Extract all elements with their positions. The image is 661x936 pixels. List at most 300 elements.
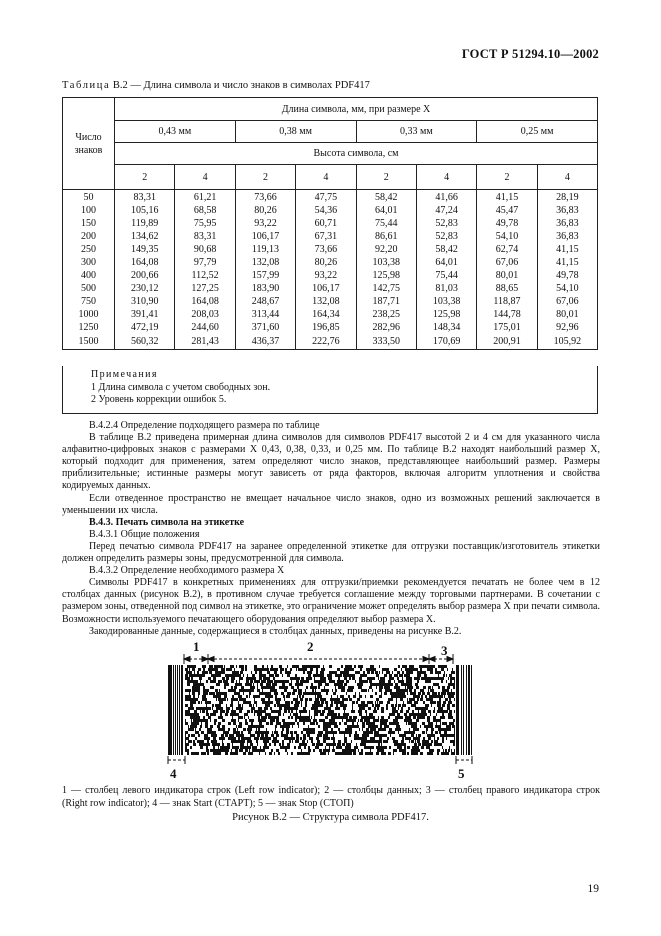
barcode-module [301,749,302,752]
barcode-module [223,680,224,683]
barcode-module [187,710,190,713]
barcode-module [267,683,270,686]
barcode-module [190,746,192,749]
barcode-module [244,746,247,749]
barcode-module [334,716,336,719]
barcode-module [440,719,441,722]
length-cell: 49,78 [537,270,597,283]
barcode-module [352,710,355,713]
barcode-module [370,728,372,731]
barcode-module [368,707,370,710]
barcode-module [359,713,362,716]
barcode-module [269,680,270,683]
barcode-module [325,683,327,686]
barcode-module [271,710,274,713]
barcode-module [456,665,459,755]
paragraph: В.4.2.4 Определение подходящего размера по таблице [89,420,320,431]
barcode-module [343,716,344,719]
barcode-module [260,731,262,734]
barcode-module [219,689,220,692]
barcode-module [340,674,342,677]
barcode-module [210,680,213,683]
barcode-module [218,698,221,701]
barcode-module [271,680,273,683]
barcode-module [328,713,331,716]
barcode-module [275,698,278,701]
barcode-module [380,719,383,722]
barcode-module [320,677,323,680]
barcode-module [384,725,387,728]
barcode-module [206,749,209,752]
barcode-module [190,713,193,716]
barcode-module [276,734,279,737]
barcode-module [450,716,453,719]
barcode-module [318,701,320,704]
barcode-module [337,725,338,728]
barcode-module [330,704,331,707]
barcode-module [192,674,193,677]
barcode-module [403,692,405,695]
barcode-module [191,698,192,701]
barcode-module [373,740,376,743]
barcode-module [413,749,415,752]
barcode-module [179,665,180,755]
barcode-module [259,752,260,755]
barcode-module [409,665,410,668]
barcode-module [370,677,373,680]
barcode-module [284,737,285,740]
barcode-module [210,728,212,731]
barcode-module [372,683,374,686]
barcode-module [333,746,334,749]
barcode-module [338,707,340,710]
barcode-module [325,728,328,731]
barcode-module [250,734,253,737]
barcode-module [228,689,230,692]
barcode-module [338,713,340,716]
table-row [63,204,598,217]
barcode-module [262,698,264,701]
barcode-module [367,731,368,734]
barcode-module [445,689,446,692]
barcode-module [412,713,414,716]
barcode-module [362,689,363,692]
barcode-module [305,704,307,707]
barcode-module [337,743,339,746]
barcode-module [393,752,394,755]
barcode-module [306,677,309,680]
barcode-module [451,752,454,755]
barcode-module [436,683,439,686]
barcode-module [443,734,446,737]
barcode-module [432,692,434,695]
barcode-module [447,668,448,671]
barcode-module [314,707,317,710]
barcode-module [389,677,391,680]
barcode-module [428,734,431,737]
barcode-module [311,683,313,686]
barcode-module [321,734,322,737]
barcode-module [319,683,321,686]
barcode-module [362,743,364,746]
barcode-module [353,719,354,722]
barcode-module [269,686,272,689]
arrow-head [208,657,214,662]
barcode-module [272,689,274,692]
barcode-module [248,701,251,704]
barcode-module [441,728,443,731]
barcode-module [302,740,303,743]
char-count-cell: 150 [63,217,115,230]
barcode-module [380,689,382,692]
length-cell: 41,15 [477,190,537,205]
barcode-module [226,704,227,707]
barcode-module [198,701,200,704]
barcode-module [242,665,244,668]
barcode-module [403,683,406,686]
barcode-module [337,695,338,698]
barcode-module [248,677,249,680]
barcode-module [411,731,413,734]
length-cell: 106,17 [235,230,295,243]
barcode-module [299,692,302,695]
barcode-module [210,749,212,752]
length-cell: 41,66 [416,190,476,205]
barcode-module [210,731,211,734]
height-value: 4 [537,165,597,190]
length-cell: 64,01 [416,256,476,269]
length-cell: 47,24 [416,204,476,217]
barcode-module [329,719,330,722]
barcode-module [243,701,245,704]
barcode-module [191,728,194,731]
barcode-module [224,749,226,752]
barcode-module [451,683,452,686]
barcode-module [454,728,455,731]
label-1: 1 [193,639,200,654]
barcode-module [290,713,291,716]
barcode-module [430,713,431,716]
barcode-module [337,668,340,671]
barcode-module [398,731,399,734]
barcode-module [415,749,418,752]
barcode-module [391,728,392,731]
barcode-module [387,725,389,728]
barcode-module [240,716,243,719]
barcode-module [295,719,297,722]
barcode-module [297,695,298,698]
barcode-module [420,692,421,695]
barcode-module [222,668,225,671]
barcode-module [239,749,240,752]
barcode-module [295,707,298,710]
barcode-module [262,731,265,734]
barcode-module [210,725,213,728]
barcode-module [281,692,284,695]
barcode-module [234,737,236,740]
barcode-module [194,674,196,677]
barcode-module [274,683,277,686]
barcode-module [368,668,370,671]
barcode-module [223,731,225,734]
barcode-module [242,734,244,737]
barcode-module [326,734,328,737]
barcode-module [266,728,267,731]
barcode-module [245,683,247,686]
barcode-module [204,734,207,737]
barcode-module [396,695,398,698]
barcode-module [252,707,254,710]
barcode-module [235,722,236,725]
barcode-module [361,701,362,704]
barcode-module [276,701,277,704]
barcode-module [215,752,217,755]
barcode-module [255,749,257,752]
barcode-module [365,737,366,740]
barcode-module [405,716,407,719]
barcode-module [196,689,198,692]
barcode-module [304,746,306,749]
length-cell: 68,58 [175,204,235,217]
barcode-module [213,749,215,752]
barcode-module [421,665,424,668]
barcode-module [326,692,328,695]
barcode-module [439,743,442,746]
barcode-module [446,734,447,737]
barcode-module [209,671,212,674]
barcode-module [238,725,241,728]
barcode-module [227,743,230,746]
barcode-module [317,701,318,704]
barcode-module [286,731,287,734]
barcode-module [382,677,385,680]
barcode-module [264,716,267,719]
barcode-module [370,701,373,704]
barcode-module [404,713,406,716]
length-cell: 97,79 [175,256,235,269]
barcode-module [217,689,218,692]
barcode-module [206,713,209,716]
barcode-module [199,683,200,686]
length-cell: 119,89 [115,217,175,230]
barcode-module [295,746,296,749]
barcode-module [278,722,281,725]
barcode-module [471,665,472,755]
barcode-module [250,683,252,686]
barcode-module [327,713,328,716]
barcode-module [242,671,243,674]
barcode-module [288,704,290,707]
barcode-module [282,746,285,749]
height-value: 2 [356,165,416,190]
barcode-module [233,731,236,734]
barcode-module [307,734,310,737]
table-body [63,190,598,350]
barcode-module [389,680,391,683]
arrow-head [429,657,435,662]
barcode-module [343,686,345,689]
barcode-module [386,668,388,671]
height-value: 2 [115,165,175,190]
barcode-module [370,683,372,686]
barcode-module [401,743,402,746]
barcode-module [428,737,431,740]
barcode-module [391,674,392,677]
barcode-module [320,698,323,701]
barcode-module [316,743,319,746]
barcode-module [451,701,452,704]
barcode-module [449,674,450,677]
barcode-module [424,677,426,680]
barcode-module [450,722,451,725]
barcode-module [447,707,450,710]
barcode-module [286,737,289,740]
barcode-module [377,749,379,752]
barcode-module [290,731,291,734]
barcode-module [185,722,188,725]
barcode-module [393,704,394,707]
barcode-module [220,695,221,698]
barcode-module [295,674,297,677]
barcode-module [444,665,447,668]
length-cell: 148,34 [416,322,476,335]
barcode-module [267,665,268,668]
barcode-module [219,671,220,674]
barcode-module [448,713,450,716]
barcode-module [317,707,318,710]
barcode-module [417,680,419,683]
barcode-module [335,686,336,689]
barcode-module [388,731,389,734]
barcode-module [298,725,299,728]
barcode-module [251,752,253,755]
barcode-module [201,740,204,743]
barcode-module [443,728,446,731]
height-value: 4 [175,165,235,190]
barcode-module [433,716,436,719]
barcode-module [332,689,333,692]
paragraph: В таблице В.2 приведена примерная длина символов для символов PDF417 высотой 2 и 4 см для указанного числа алфавитно-цифровых знаков с размерами X 0,43, 0,38, 0,33, и 0,25 мм. По таблице В.2 находят наибольший размер X, который подходит для применения, затем определяют число знаков, представляющее наибольший размер. Размеры приблизительные; истинные размеры могут зависеть от ряда факторов, включая алгоритм уплотнения и свойства кодируемых данных. [62,432,600,492]
barcode-module [201,752,204,755]
barcode-module [210,692,213,695]
barcode-module [199,719,202,722]
barcode-module [398,680,399,683]
barcode-module [442,677,444,680]
barcode-module [259,692,262,695]
barcode-module [233,680,234,683]
barcode-module [347,728,350,731]
barcode-module [381,752,383,755]
barcode-module [253,695,255,698]
barcode-module [376,686,377,689]
barcode-module [430,701,431,704]
barcode-module [363,707,365,710]
barcode-module [296,680,299,683]
barcode-module [202,674,203,677]
barcode-module [454,737,455,740]
barcode-module [354,665,356,668]
barcode-module [258,689,260,692]
barcode-module [269,713,271,716]
barcode-module [258,725,259,728]
barcode-module [360,683,363,686]
barcode-module [279,707,281,710]
barcode-module [297,686,299,689]
barcode-module [239,716,240,719]
barcode-module [415,701,418,704]
barcode-module [437,719,439,722]
barcode-module [217,752,220,755]
barcode-module [280,680,282,683]
barcode-module [212,704,214,707]
barcode-module [318,704,320,707]
barcode-module [407,716,410,719]
barcode-module [322,719,323,722]
barcode-module [210,713,213,716]
barcode-module [221,698,223,701]
barcode-module [409,677,412,680]
barcode-module [231,689,232,692]
barcode-module [366,740,369,743]
barcode-module [257,668,260,671]
barcode-module [248,725,250,728]
barcode-module [363,704,365,707]
barcode-module [431,734,434,737]
barcode-module [399,728,400,731]
barcode-module [374,731,375,734]
barcode-module [203,689,206,692]
barcode-module [400,716,403,719]
barcode-module [428,725,431,728]
barcode-module [197,716,198,719]
barcode-module [400,698,401,701]
barcode-module [294,731,297,734]
barcode-module [246,680,249,683]
barcode-module [449,734,450,737]
barcode-module [332,722,335,725]
barcode-module [358,704,361,707]
barcode-module [394,722,397,725]
barcode-module [193,683,195,686]
length-cell: 41,15 [537,243,597,256]
barcode-module [282,743,284,746]
barcode-module [191,752,194,755]
barcode-module [377,740,380,743]
barcode-module [187,677,190,680]
barcode-module [221,701,223,704]
barcode-module [239,707,240,710]
barcode-module [366,731,367,734]
length-cell: 112,52 [175,270,235,283]
barcode-module [292,740,293,743]
barcode-module [323,689,325,692]
barcode-module [292,725,293,728]
barcode-module [257,743,258,746]
barcode-module [332,749,335,752]
barcode-module [410,701,412,704]
barcode-module [448,677,449,680]
barcode-module [296,710,297,713]
barcode-module [287,752,288,755]
barcode-module [192,707,194,710]
barcode-module [374,734,377,737]
barcode-module [193,719,194,722]
barcode-module [271,707,272,710]
barcode-module [308,728,311,731]
barcode-module [351,668,354,671]
barcode-module [367,719,370,722]
barcode-module [197,671,199,674]
